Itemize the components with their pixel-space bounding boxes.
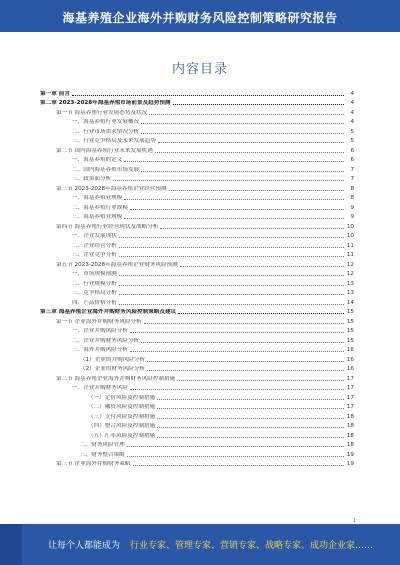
toc-leader-dots: [144, 323, 344, 324]
toc-leader-dots: [141, 133, 344, 134]
toc-entry-label: 二、国内海基养殖市场发展: [72, 166, 140, 173]
toc-entry-label: （三）支付风险及控制措施: [88, 413, 156, 420]
toc-entry-label: 第二章 2023-2028年海基养殖市场前景及趋势预测: [40, 100, 171, 106]
toc-entry[interactable]: [40, 240, 354, 250]
toc-entry-page: 9: [350, 204, 354, 211]
toc-entry-page: 4: [350, 119, 354, 125]
toc-leader-dots: [155, 152, 344, 153]
toc-entry-page: 10: [346, 223, 354, 230]
header-banner: [0, 0, 400, 32]
toc-entry-page: 18: [346, 423, 354, 429]
toc-leader-dots: [157, 437, 344, 438]
toc-entry-label: 二、企业并购财务风险分析: [72, 337, 140, 344]
toc-leader-dots: [124, 161, 344, 162]
toc-leader-dots: [119, 285, 344, 286]
toc-entry-label: 三、竞争格局分析: [72, 290, 117, 296]
toc-leader-dots: [119, 294, 344, 295]
toc-entry-label: 一、海基养殖行业发展概况: [72, 119, 140, 125]
toc-leader-dots: [147, 370, 344, 371]
toc-entry-page: 17: [346, 394, 354, 401]
toc-entry[interactable]: [40, 98, 354, 108]
toc-entry-page: 14: [346, 299, 354, 306]
toc-entry-label: 一、海基养殖业规模: [72, 195, 123, 201]
toc-entry-page: 4: [350, 109, 354, 116]
toc-entry[interactable]: [40, 155, 354, 165]
toc-entry-label: 一、企业并购财务风险: [72, 385, 128, 391]
toc-entry[interactable]: [40, 440, 354, 450]
toc-entry[interactable]: [40, 326, 354, 336]
toc-entry[interactable]: [40, 107, 354, 117]
toc-entry[interactable]: [40, 354, 354, 364]
toc-entry-page: 10: [346, 233, 354, 239]
toc-leader-dots: [119, 275, 344, 276]
toc-entry[interactable]: [40, 259, 354, 269]
footer-corner-decoration: [0, 524, 22, 565]
toc-entry[interactable]: [40, 288, 354, 298]
toc-leader-dots: [177, 380, 344, 381]
page-marker: 1: [352, 518, 356, 524]
toc-entry-label: 二、海基养殖行业规模: [72, 204, 128, 211]
toc-entry-page: 11: [346, 252, 354, 258]
toc-entry-label: （1）企业的并购风险分析: [80, 356, 146, 363]
toc-entry[interactable]: [40, 202, 354, 212]
toc-leader-dots: [141, 171, 344, 172]
toc-entry-label: 三、财务整合策略: [80, 451, 125, 458]
toc-title: 内容目录: [171, 62, 228, 77]
toc-entry[interactable]: [40, 392, 354, 402]
toc-entry-page: 17: [346, 375, 354, 382]
toc-leader-dots: [127, 446, 344, 447]
toc-entry-page: 7: [350, 176, 354, 182]
toc-leader-dots: [119, 247, 344, 248]
toc-entry-page: 5: [350, 138, 354, 144]
toc-entry-page: 16: [346, 356, 354, 363]
toc-leader-dots: [147, 361, 344, 362]
toc-entry-page: 5: [350, 128, 354, 135]
toc-entry-page: 4: [350, 90, 354, 97]
toc-leader-dots: [127, 456, 344, 457]
toc-entry-page: 13: [346, 280, 354, 287]
toc-entry-label: 三、海外并购风险分析: [72, 347, 128, 353]
toc-entry-page: 12: [346, 261, 354, 268]
toc-entry-label: 三、海基养殖业规模: [72, 214, 123, 220]
toc-leader-dots: [157, 399, 344, 400]
toc-entry-label: 第三节 企业海外并购财务策略: [56, 461, 131, 467]
toc-entry-label: 一、海基养殖的定义: [72, 157, 123, 163]
toc-leader-dots: [119, 237, 344, 238]
toc-entry-label: 第一节 企业海外并购财务风险分析: [56, 318, 142, 325]
toc-entry[interactable]: [40, 411, 354, 421]
toc-entry[interactable]: [40, 364, 354, 374]
toc-entry-label: 二、企业经营分析: [72, 242, 117, 249]
toc-entry[interactable]: [40, 183, 354, 193]
toc-entry-page: 13: [346, 290, 354, 296]
toc-leader-dots: [119, 304, 344, 305]
toc-entry[interactable]: [40, 373, 354, 383]
toc-entry-page: 16: [346, 347, 354, 353]
toc-entry-page: 12: [346, 271, 354, 277]
toc-entry-label: 四、产品价格分析: [72, 299, 117, 306]
toc-entry-page: 15: [346, 318, 354, 325]
toc-entry[interactable]: [40, 402, 354, 412]
toc-entry[interactable]: [40, 174, 354, 184]
toc-leader-dots: [160, 228, 344, 229]
toc-entry-label: 第一章 前言: [40, 90, 70, 97]
toc-entry[interactable]: [40, 88, 354, 98]
toc-entry[interactable]: [40, 136, 354, 146]
toc-entry-label: 一、企业并购风险分析: [72, 328, 128, 334]
toc-entry[interactable]: [40, 193, 354, 203]
toc-leader-dots: [141, 123, 344, 124]
toc-entry-page: 16: [346, 366, 354, 372]
toc-entry-label: 二、财务风险管理: [80, 442, 125, 448]
footer-banner: [0, 524, 400, 565]
toc-leader-dots: [169, 190, 344, 191]
toc-entry-label: （一）定价风险及控制措施: [88, 394, 156, 401]
toc-entry-page: 18: [346, 442, 354, 448]
toc-entry-page: 6: [350, 147, 354, 154]
toc-entry[interactable]: [40, 278, 354, 288]
toc-entry-label: 第三节 2023-2028年海基养殖企业经营预测: [56, 185, 167, 192]
toc-entry[interactable]: [40, 269, 354, 279]
toc-leader-dots: [141, 342, 344, 343]
toc-leader-dots: [119, 256, 344, 257]
toc-entry-label: 第二节 海基养殖企业海外并购财务风险控制措施: [56, 375, 176, 382]
toc-entry-page: 17: [346, 404, 354, 410]
toc-entry-label: （二）融资风险及控制措施: [88, 404, 156, 410]
toc-leader-dots: [124, 199, 344, 200]
toc-entry-label: 一、市场规模预测: [72, 271, 117, 277]
toc-entry[interactable]: [40, 164, 354, 174]
toc-entry-page: 19: [346, 451, 354, 458]
toc-entry-label: 三、政策面分析: [72, 176, 112, 182]
toc-entry[interactable]: [40, 421, 354, 431]
toc-entry-label: 第二节 国内海基养殖行业未来发展机遇: [56, 147, 153, 154]
toc-entry[interactable]: [40, 307, 354, 317]
toc-leader-dots: [158, 142, 344, 143]
toc-entry-label: 二、行业市场需求情况分析: [72, 128, 140, 135]
toc-entry-page: 15: [346, 309, 354, 315]
toc-leader-dots: [124, 218, 344, 219]
toc-entry-page: 6: [350, 157, 354, 163]
toc-leader-dots: [133, 465, 345, 466]
toc-entry[interactable]: [40, 145, 354, 155]
toc-leader-dots: [130, 351, 344, 352]
toc-entry-page: 15: [346, 337, 354, 344]
toc-entry-label: （2）企业的财务风险分析: [80, 366, 146, 372]
toc-entry-label: （四）整合风险及控制措施: [88, 423, 156, 429]
toc-leader-dots: [180, 266, 344, 267]
toc-entry[interactable]: [40, 126, 354, 136]
toc-leader-dots: [173, 104, 344, 105]
toc-leader-dots: [72, 95, 344, 96]
toc-entry[interactable]: [40, 449, 354, 459]
toc-leader-dots: [130, 389, 344, 390]
toc-entry-page: 18: [346, 413, 354, 420]
toc-entry-page: 15: [346, 328, 354, 334]
toc-entry[interactable]: [40, 430, 354, 440]
toc-entry[interactable]: [40, 316, 354, 326]
toc-entry[interactable]: [40, 459, 354, 469]
toc-entry[interactable]: [40, 250, 354, 260]
toc-leader-dots: [178, 313, 344, 314]
footer-slogan: 让每个人都能成为: [48, 541, 121, 551]
toc-entry-label: 第一节 海基养殖行业发展态势及状况: [56, 109, 148, 116]
toc-entry-label: 第四节 海基养殖行业经营现状及战略分析: [56, 223, 159, 230]
toc-entry-page: 8: [350, 185, 354, 192]
toc-leader-dots: [130, 332, 344, 333]
toc-entry-page: 17: [346, 385, 354, 391]
toc-entry[interactable]: [40, 383, 354, 393]
table-of-contents: [40, 88, 354, 468]
toc-entry-label: 三、行业竞争格局及未来发展趋势: [72, 138, 156, 144]
toc-entry-label: 二、行业规模分析: [72, 280, 117, 287]
toc-leader-dots: [157, 427, 344, 428]
toc-entry[interactable]: [40, 221, 354, 231]
toc-entry[interactable]: [40, 335, 354, 345]
toc-entry-page: 19: [346, 461, 354, 467]
toc-entry-label: （五）汇率风险及控制措施: [88, 432, 156, 439]
toc-leader-dots: [157, 408, 344, 409]
toc-entry[interactable]: [40, 297, 354, 307]
toc-entry-page: 4: [350, 100, 354, 106]
toc-entry-label: 一、企业发展现状: [72, 233, 117, 239]
toc-entry[interactable]: [40, 231, 354, 241]
toc-leader-dots: [149, 114, 344, 115]
toc-entry-label: 第五节 2023-2028年海基养殖企业财务风险预测: [56, 261, 178, 268]
toc-leader-dots: [157, 418, 344, 419]
toc-leader-dots: [130, 209, 344, 210]
toc-entry[interactable]: [40, 117, 354, 127]
toc-entry-page: 7: [350, 166, 354, 173]
toc-entry-page: 11: [346, 242, 354, 249]
footer-experts: 行业专家、管理专家、营销专家、战略专家、成功企业家……: [130, 541, 374, 551]
toc-entry-page: 8: [350, 195, 354, 201]
toc-entry[interactable]: [40, 212, 354, 222]
toc-entry-label: 第三章 海基养殖企业海外并购财务风险控制策略及建议: [40, 309, 177, 315]
report-title: 海基养殖企业海外并购财务风险控制策略研究报告: [62, 11, 338, 25]
toc-entry-page: 9: [350, 214, 354, 220]
toc-entry-label: 三、企业竞争分析: [72, 252, 117, 258]
toc-leader-dots: [113, 180, 344, 181]
toc-entry-page: 18: [346, 432, 354, 439]
toc-entry[interactable]: [40, 345, 354, 355]
